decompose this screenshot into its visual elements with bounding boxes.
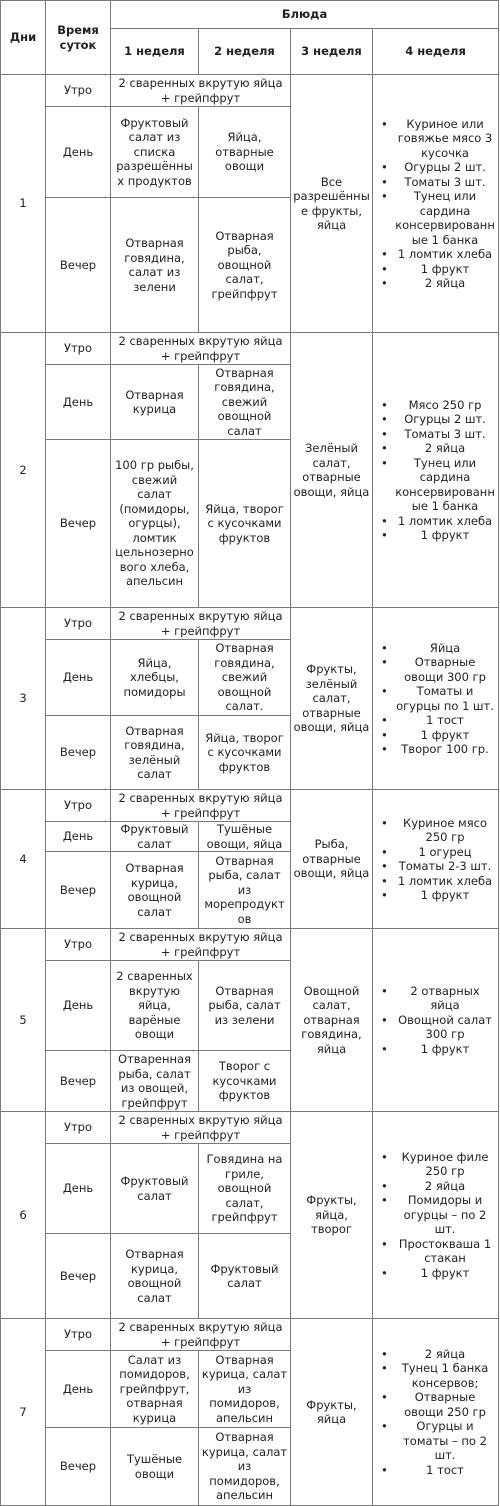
week-3-meal-cell: Овощной салат, отварная говядина, яйца — [291, 929, 373, 1112]
header-week-1: 1 неделя — [111, 29, 199, 75]
week-4-meal-cell — [373, 75, 499, 333]
list-item: • Простокваша 1 стакан — [375, 1237, 496, 1266]
list-item: • Творог 100 гр. — [375, 742, 496, 757]
breakfast-cell: 2 сваренных вкрутую яйца + грейпфрут — [111, 929, 291, 961]
diet-table-body — [1, 75, 499, 1506]
time-of-day-cell: Утро — [46, 75, 111, 107]
time-of-day-cell: Вечер — [46, 1428, 111, 1506]
time-of-day-cell: День — [46, 107, 111, 198]
time-of-day-cell: День — [46, 1351, 111, 1428]
list-item: • 1 фрукт — [375, 528, 496, 543]
week-2-meal-cell: Тушёные овощи, яйца — [199, 822, 291, 852]
time-of-day-cell: Утро — [46, 790, 111, 822]
list-item: • 1 огурец — [375, 845, 496, 860]
list-item: • Огурцы 2 шт. — [375, 160, 496, 175]
week-1-meal-cell: Фруктовый салат — [111, 822, 199, 852]
week-3-meal-cell: Фрукты, зелёный салат, отварные овощи, яйца — [291, 608, 373, 790]
table-row — [1, 790, 499, 822]
week-1-meal-cell: Фруктовый салат — [111, 1144, 199, 1234]
list-item: • 1 фрукт — [375, 262, 496, 277]
list-item: • Тунец или сардина консервированные 1 банка — [375, 456, 496, 514]
week-2-meal-cell: Творог с кусочками фруктов — [199, 1051, 291, 1112]
week-1-meal-cell: 100 гр рыбы, свежий салат (помидоры, огурцы), ломтик цельнозернового хлеба, апельсин — [111, 440, 199, 608]
header-dishes: Блюда — [111, 1, 499, 29]
week-4-item-list — [375, 984, 496, 1057]
list-item: • 1 фрукт — [375, 1042, 496, 1057]
table-row — [1, 1319, 499, 1351]
time-of-day-cell: Вечер — [46, 440, 111, 608]
week-4-meal-cell — [373, 1319, 499, 1506]
week-4-meal-cell — [373, 1112, 499, 1319]
list-item: • 1 ломтик хлеба — [375, 247, 496, 262]
day-number: 1 — [1, 75, 46, 333]
time-of-day-cell: Утро — [46, 333, 111, 365]
list-item: • Тунец 1 банка консервов; — [375, 1361, 496, 1390]
day-number: 7 — [1, 1319, 46, 1506]
breakfast-cell: 2 сваренных вкрутую яйца + грейпфрут — [111, 608, 291, 640]
time-of-day-cell: День — [46, 822, 111, 852]
week-1-meal-cell: Отварная говядина, салат из зелени — [111, 198, 199, 333]
header-time-of-day: Время суток — [46, 1, 111, 75]
list-item: • Томаты 2-3 шт. — [375, 859, 496, 874]
list-item: • Куриное филе 250 гр — [375, 1150, 496, 1179]
week-2-meal-cell: Отварная курица, салат из помидоров, апельсин — [199, 1351, 291, 1428]
time-of-day-cell: Вечер — [46, 1234, 111, 1319]
list-item: • 1 тост — [375, 1463, 496, 1478]
time-of-day-cell: Утро — [46, 1112, 111, 1144]
time-of-day-cell: День — [46, 640, 111, 716]
time-of-day-cell: Утро — [46, 929, 111, 961]
week-3-meal-cell: Фрукты, яйца, творог — [291, 1112, 373, 1319]
header-week-4: 4 неделя — [373, 29, 499, 75]
week-1-meal-cell: Отварная курица, овощной салат — [111, 1234, 199, 1319]
week-1-meal-cell: 2 сваренных вкрутую яйца, варёные овощи — [111, 961, 199, 1051]
day-number: 3 — [1, 608, 46, 790]
week-4-meal-cell — [373, 929, 499, 1112]
week-4-item-list — [375, 641, 496, 757]
week-4-meal-cell — [373, 333, 499, 608]
time-of-day-cell: Вечер — [46, 198, 111, 333]
list-item: • 2 отварных яйца — [375, 984, 496, 1013]
day-number: 4 — [1, 790, 46, 929]
week-1-meal-cell: Фруктовый салат из списка разрешённых продуктов — [111, 107, 199, 198]
list-item: • Помидоры и огурцы – по 2 шт. — [375, 1193, 496, 1237]
breakfast-cell: 2 сваренных вкрутую яйца + грейпфрут — [111, 75, 291, 107]
list-item: • 1 фрукт — [375, 728, 496, 743]
week-4-item-list — [375, 1347, 496, 1478]
time-of-day-cell: Вечер — [46, 716, 111, 790]
list-item: • Томаты 3 шт. — [375, 427, 496, 442]
week-1-meal-cell: Отварная курица — [111, 365, 199, 440]
header-week-3: 3 неделя — [291, 29, 373, 75]
list-item: • 2 яйца — [375, 441, 496, 456]
week-1-meal-cell: Салат из помидоров, грейпфрут, отварная курица — [111, 1351, 199, 1428]
week-2-meal-cell: Отварная говядина, свежий овощной салат — [199, 365, 291, 440]
list-item: • Яйца — [375, 641, 496, 656]
list-item: • Отварные овощи 300 гр — [375, 655, 496, 684]
header-days: Дни — [1, 1, 46, 75]
week-3-meal-cell: Рыба, отварные овощи, яйца — [291, 790, 373, 929]
list-item: • 1 ломтик хлеба — [375, 514, 496, 529]
time-of-day-cell: Вечер — [46, 1051, 111, 1112]
breakfast-cell: 2 сваренных вкрутую яйца + грейпфрут — [111, 333, 291, 365]
day-number: 5 — [1, 929, 46, 1112]
list-item: • 2 яйца — [375, 276, 496, 291]
week-4-meal-cell — [373, 790, 499, 929]
week-1-meal-cell: Отваренная рыба, салат из овощей, грейпфрут — [111, 1051, 199, 1112]
breakfast-cell: 2 сваренных вкрутую яйца + грейпфрут — [111, 1112, 291, 1144]
breakfast-cell: 2 сваренных вкрутую яйца + грейпфрут — [111, 790, 291, 822]
week-2-meal-cell: Яйца, творог с кусочками фруктов — [199, 716, 291, 790]
week-3-meal-cell: Фрукты, яйца — [291, 1319, 373, 1506]
list-item: • Овощной салат 300 гр — [375, 1013, 496, 1042]
week-2-meal-cell: Говядина на гриле, овощной салат, грейпфрут — [199, 1144, 291, 1234]
week-3-meal-cell: Зелёный салат, отварные овощи, яйца — [291, 333, 373, 608]
week-2-meal-cell: Яйца, отварные овощи — [199, 107, 291, 198]
week-2-meal-cell: Отварная рыба, салат из морепродуктов — [199, 852, 291, 929]
list-item: • Мясо 250 гр — [375, 398, 496, 413]
time-of-day-cell: Утро — [46, 1319, 111, 1351]
table-row — [1, 75, 499, 107]
time-of-day-cell: Вечер — [46, 852, 111, 929]
list-item: • Огурцы 2 шт. — [375, 412, 496, 427]
table-row — [1, 333, 499, 365]
time-of-day-cell: День — [46, 1144, 111, 1234]
week-4-meal-cell — [373, 608, 499, 790]
week-2-meal-cell: Отварная говядина, свежий овощной салат. — [199, 640, 291, 716]
list-item: • Тунец или сардина консервированные 1 банка — [375, 189, 496, 247]
week-1-meal-cell: Отварная курица, овощной салат — [111, 852, 199, 929]
table-row — [1, 1112, 499, 1144]
week-4-item-list — [375, 398, 496, 543]
list-item: • 2 яйца — [375, 1347, 496, 1362]
table-row — [1, 929, 499, 961]
week-4-item-list — [375, 1150, 496, 1281]
list-item: • Куриное мясо 250 гр — [375, 816, 496, 845]
day-number: 6 — [1, 1112, 46, 1319]
list-item: • 1 ломтик хлеба — [375, 874, 496, 889]
day-number: 2 — [1, 333, 46, 608]
week-2-meal-cell: Отварная курица, салат из помидоров, апельсин — [199, 1428, 291, 1506]
header-week-2: 2 неделя — [199, 29, 291, 75]
list-item: • Огурцы и томаты – по 2 шт. — [375, 1419, 496, 1463]
list-item: • Отварные овощи 250 гр — [375, 1390, 496, 1419]
list-item: • Куриное или говяжье мясо 3 кусочка — [375, 117, 496, 161]
week-2-meal-cell: Отварная рыба, салат из зелени — [199, 961, 291, 1051]
breakfast-cell: 2 сваренных вкрутую яйца + грейпфрут — [111, 1319, 291, 1351]
week-4-item-list — [375, 117, 496, 291]
week-1-meal-cell: Тушёные овощи — [111, 1428, 199, 1506]
week-2-meal-cell: Яйца, творог с кусочками фруктов — [199, 440, 291, 608]
list-item: • 2 яйца — [375, 1179, 496, 1194]
week-3-meal-cell: Все разрешённые фрукты, яйца — [291, 75, 373, 333]
list-item: • Томаты 3 шт. — [375, 175, 496, 190]
list-item: • Томаты и огурцы по 1 шт. — [375, 684, 496, 713]
table-row — [1, 608, 499, 640]
time-of-day-cell: День — [46, 365, 111, 440]
list-item: • 1 фрукт — [375, 888, 496, 903]
week-2-meal-cell: Фруктовый салат — [199, 1234, 291, 1319]
time-of-day-cell: День — [46, 961, 111, 1051]
week-2-meal-cell: Отварная рыба, овощной салат, грейпфрут — [199, 198, 291, 333]
time-of-day-cell: Утро — [46, 608, 111, 640]
week-4-item-list — [375, 816, 496, 903]
list-item: • 1 фрукт — [375, 1266, 496, 1281]
list-item: • 1 тост — [375, 713, 496, 728]
week-1-meal-cell: Отварная говядина, зелёный салат — [111, 716, 199, 790]
week-1-meal-cell: Яйца, хлебцы, помидоры — [111, 640, 199, 716]
